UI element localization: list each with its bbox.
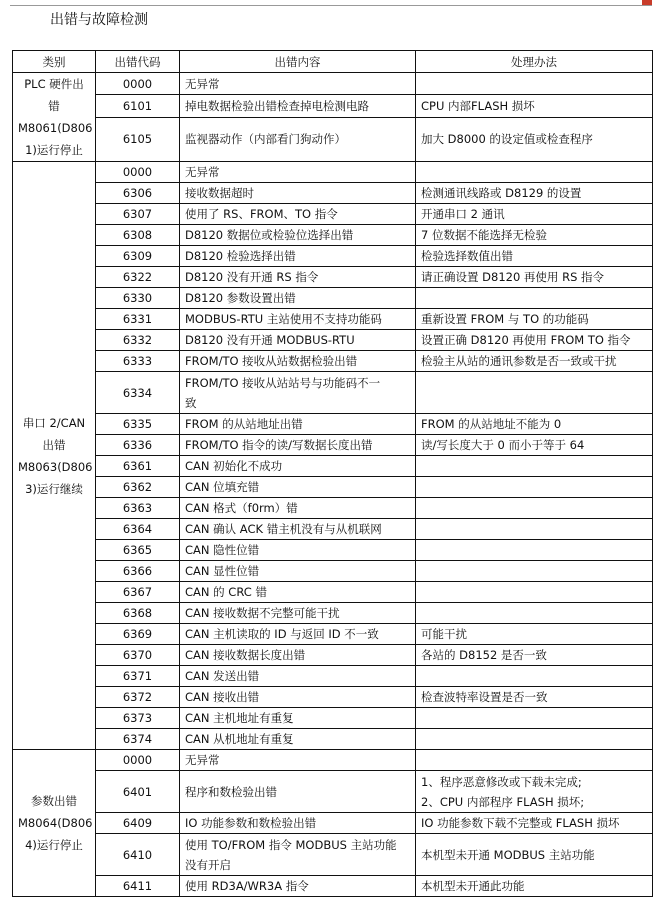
remedy-cell	[416, 498, 653, 519]
column-header-category: 类别	[13, 51, 96, 73]
error-content-cell: D8120 数据位或检验位选择出错	[180, 225, 416, 246]
error-code-cell: 6308	[96, 225, 180, 246]
error-content-cell: MODBUS-RTU 主站使用不支持功能码	[180, 309, 416, 330]
category-line: M8063(D806	[18, 459, 93, 474]
category-line: 4)运行停止	[25, 838, 83, 852]
remedy-cell	[416, 750, 653, 771]
remedy-cell	[416, 288, 653, 309]
error-content-cell: CAN 显性位错	[180, 561, 416, 582]
error-content-cell: D8120 没有开通 MODBUS-RTU	[180, 330, 416, 351]
error-code-cell: 6363	[96, 498, 180, 519]
remedy-cell: 各站的 D8152 是否一致	[416, 645, 653, 666]
error-content-cell: FROM 的从站地址出错	[180, 414, 416, 435]
category-cell	[13, 73, 96, 162]
remedy-cell	[416, 162, 653, 183]
table-row	[13, 456, 653, 477]
error-content-cell: D8120 没有开通 RS 指令	[180, 267, 416, 288]
error-code-cell: 6332	[96, 330, 180, 351]
table-row	[13, 351, 653, 372]
error-code-cell: 6309	[96, 246, 180, 267]
error-code-cell: 6372	[96, 687, 180, 708]
error-content-cell: 掉电数据检验出错检查掉电检测电路	[180, 95, 416, 117]
error-code-cell: 6101	[96, 95, 180, 117]
remedy-cell: 设置正确 D8120 再使用 FROM TO 指令	[416, 330, 653, 351]
remedy-cell: 检测通讯线路或 D8129 的设置	[416, 183, 653, 204]
error-code-cell: 6410	[96, 834, 180, 876]
table-row	[13, 624, 653, 645]
remedy-cell: 检查波特率设置是否一致	[416, 687, 653, 708]
category-line: 1)运行停止	[25, 143, 83, 157]
error-code-cell: 6105	[96, 117, 180, 162]
error-content-cell: CAN 确认 ACK 错主机没有与从机联网	[180, 519, 416, 540]
error-code-cell: 6335	[96, 414, 180, 435]
remedy-cell: IO 功能参数下载不完整或 FLASH 损坏	[416, 813, 653, 834]
remedy-cell	[416, 372, 653, 414]
category-line: 参数出错	[31, 794, 77, 808]
page-title: 出错与故障检测	[50, 12, 148, 28]
remedy-cell: 本机型未开通 MODBUS 主站功能	[416, 834, 653, 876]
error-code-cell: 6364	[96, 519, 180, 540]
error-content-line: FROM/TO 接收从站站号与功能码不一	[185, 375, 381, 390]
category-line: 串口 2/CAN	[22, 415, 86, 430]
error-content-cell: CAN 格式（f0rm）错	[180, 498, 416, 519]
table-row	[13, 834, 653, 876]
error-code-cell: 6334	[96, 372, 180, 414]
error-code-cell: 0000	[96, 750, 180, 771]
error-content-cell: D8120 参数设置出错	[180, 288, 416, 309]
error-code-cell: 6411	[96, 876, 180, 897]
error-content-cell: FROM/TO 指令的读/写数据长度出错	[180, 435, 416, 456]
error-code-cell: 6367	[96, 582, 180, 603]
error-content-cell: CAN 接收数据不完整可能干扰	[180, 603, 416, 624]
error-content-cell: 使用 RD3A/WR3A 指令	[180, 876, 416, 897]
remedy-cell	[416, 771, 653, 813]
table-row	[13, 519, 653, 540]
column-header-code: 出错代码	[96, 51, 180, 73]
error-content-cell: 接收数据超时	[180, 183, 416, 204]
remedy-cell: 开通串口 2 通讯	[416, 204, 653, 225]
remedy-cell	[416, 561, 653, 582]
header-rule	[10, 0, 652, 6]
table-row	[13, 645, 653, 666]
table-row	[13, 435, 653, 456]
error-code-cell: 6374	[96, 729, 180, 750]
error-content-cell: CAN 位填充错	[180, 477, 416, 498]
table-row	[13, 750, 653, 771]
category-line: M8064(D806	[18, 816, 93, 830]
error-code-cell: 6331	[96, 309, 180, 330]
remedy-cell	[416, 519, 653, 540]
remedy-cell	[416, 73, 653, 95]
table-row	[13, 771, 653, 813]
table-row	[13, 162, 653, 183]
category-cell	[13, 162, 96, 750]
error-code-cell: 6409	[96, 813, 180, 834]
error-code-cell: 6365	[96, 540, 180, 561]
error-content-line: 致	[185, 395, 197, 410]
remedy-cell	[416, 666, 653, 687]
table-row	[13, 708, 653, 729]
column-header-content: 出错内容	[180, 51, 416, 73]
remedy-cell: 检验选择数值出错	[416, 246, 653, 267]
error-content-cell: CAN 发送出错	[180, 666, 416, 687]
table-row	[13, 498, 653, 519]
table-row	[13, 603, 653, 624]
error-code-cell: 6333	[96, 351, 180, 372]
error-content-cell: IO 功能参数和数检验出错	[180, 813, 416, 834]
error-content-cell: CAN 隐性位错	[180, 540, 416, 561]
error-content-cell: 无异常	[180, 162, 416, 183]
remedy-cell: FROM 的从站地址不能为 0	[416, 414, 653, 435]
remedy-cell: 加大 D8000 的设定值或检查程序	[416, 117, 653, 162]
table-row	[13, 330, 653, 351]
table-row	[13, 876, 653, 897]
error-content-cell: 程序和数检验出错	[180, 771, 416, 813]
category-line: M8061(D806	[18, 121, 93, 135]
error-code-cell: 0000	[96, 162, 180, 183]
error-content-cell: CAN 主机读取的 ID 与返回 ID 不一致	[180, 624, 416, 645]
table-row	[13, 729, 653, 750]
remedy-cell: 本机型未开通此功能	[416, 876, 653, 897]
table-row	[13, 95, 653, 117]
remedy-cell: 请正确设置 D8120 再使用 RS 指令	[416, 267, 653, 288]
category-line: 错	[48, 99, 60, 113]
error-code-cell: 0000	[96, 73, 180, 95]
remedy-cell	[416, 582, 653, 603]
error-content-cell: CAN 接收出错	[180, 687, 416, 708]
table-row	[13, 414, 653, 435]
remedy-cell	[416, 477, 653, 498]
error-content-cell: CAN 接收数据长度出错	[180, 645, 416, 666]
error-code-cell: 6366	[96, 561, 180, 582]
error-content-cell: 无异常	[180, 73, 416, 95]
error-content-cell: CAN 从机地址有重复	[180, 729, 416, 750]
error-code-cell: 6373	[96, 708, 180, 729]
error-content-cell: 使用了 RS、FROM、TO 指令	[180, 204, 416, 225]
error-content-cell: CAN 主机地址有重复	[180, 708, 416, 729]
header-accent	[642, 0, 652, 5]
table-row	[13, 582, 653, 603]
error-code-table	[12, 50, 653, 897]
remedy-cell	[416, 729, 653, 750]
remedy-line: 1、程序恶意修改或下载未完成;	[421, 774, 582, 789]
column-header-action: 处理办法	[416, 51, 653, 73]
error-content-cell: CAN 初始化不成功	[180, 456, 416, 477]
error-code-cell: 6370	[96, 645, 180, 666]
error-content-cell: D8120 检验选择出错	[180, 246, 416, 267]
error-code-cell: 6401	[96, 771, 180, 813]
error-content-cell: FROM/TO 接收从站数据检验出错	[180, 351, 416, 372]
category-cell	[13, 750, 96, 897]
table-row	[13, 372, 653, 414]
table-header-row	[13, 51, 653, 73]
table-row	[13, 288, 653, 309]
error-code-cell: 6306	[96, 183, 180, 204]
remedy-cell: 检验主从站的通讯参数是否一致或干扰	[416, 351, 653, 372]
error-code-cell: 6330	[96, 288, 180, 309]
error-content-cell	[180, 372, 416, 414]
error-code-cell: 6322	[96, 267, 180, 288]
remedy-cell	[416, 456, 653, 477]
error-code-cell: 6307	[96, 204, 180, 225]
table-row	[13, 183, 653, 204]
category-line: 3)运行继续	[25, 481, 83, 496]
table-row	[13, 477, 653, 498]
remedy-cell: 读/写长度大于 0 而小于等于 64	[416, 435, 653, 456]
remedy-cell: CPU 内部FLASH 损坏	[416, 95, 653, 117]
table-row	[13, 225, 653, 246]
table-row	[13, 561, 653, 582]
remedy-cell	[416, 708, 653, 729]
error-code-cell: 6336	[96, 435, 180, 456]
category-line: PLC 硬件出	[24, 77, 84, 91]
table-row	[13, 687, 653, 708]
error-code-cell: 6362	[96, 477, 180, 498]
error-content-cell: 监视器动作（内部看门狗动作）	[180, 117, 416, 162]
remedy-cell	[416, 540, 653, 561]
error-code-cell: 6361	[96, 456, 180, 477]
remedy-cell: 7 位数据不能选择无检验	[416, 225, 653, 246]
table-row	[13, 73, 653, 95]
error-content-cell: 无异常	[180, 750, 416, 771]
error-code-cell: 6368	[96, 603, 180, 624]
table-row	[13, 813, 653, 834]
error-code-cell: 6369	[96, 624, 180, 645]
remedy-line: 2、CPU 内部程序 FLASH 损坏;	[421, 794, 585, 809]
error-content-cell: CAN 的 CRC 错	[180, 582, 416, 603]
error-content-line: 没有开启	[185, 857, 231, 872]
error-content-line: 使用 TO/FROM 指令 MODBUS 主站功能	[185, 837, 397, 852]
table-row	[13, 204, 653, 225]
category-line: 出错	[42, 437, 66, 452]
remedy-cell: 可能干扰	[416, 624, 653, 645]
table-body	[13, 73, 653, 897]
table-row	[13, 309, 653, 330]
table-row	[13, 540, 653, 561]
table-row	[13, 267, 653, 288]
remedy-cell: 重新设置 FROM 与 TO 的功能码	[416, 309, 653, 330]
error-code-cell: 6371	[96, 666, 180, 687]
table-row	[13, 666, 653, 687]
error-content-cell	[180, 834, 416, 876]
table-row	[13, 246, 653, 267]
remedy-cell	[416, 603, 653, 624]
table-row	[13, 117, 653, 162]
